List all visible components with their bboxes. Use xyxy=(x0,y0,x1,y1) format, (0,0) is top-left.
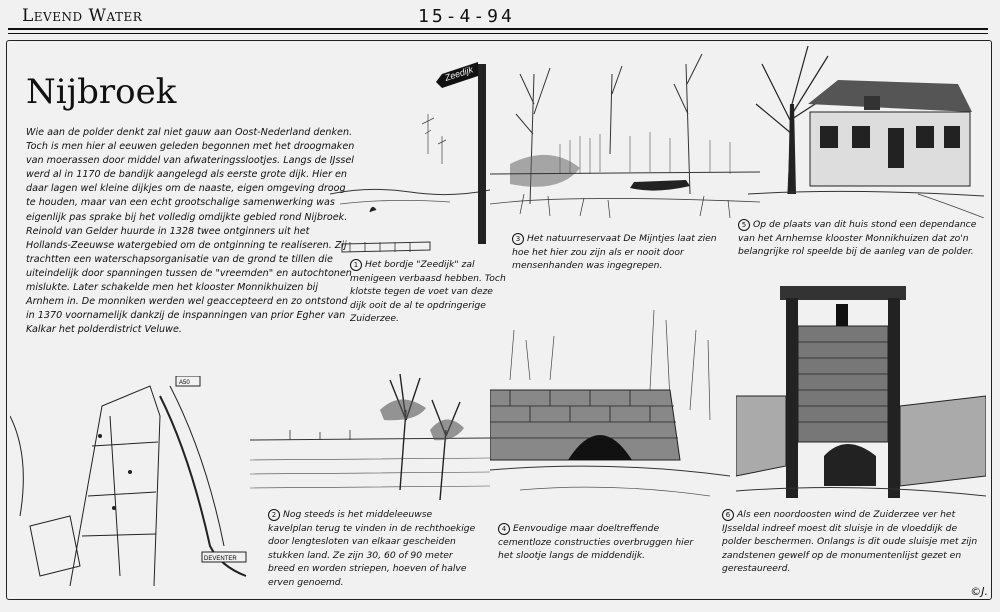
caption-number: 3 xyxy=(512,233,524,245)
caption-number: 5 xyxy=(738,219,750,231)
page-header xyxy=(0,0,1000,36)
caption-5 xyxy=(738,218,978,259)
handwritten-date: 15-4-94 xyxy=(418,6,515,27)
polder-map xyxy=(10,376,256,594)
boat xyxy=(630,180,690,191)
farmhouse-illustration xyxy=(748,44,984,218)
caption-number: 2 xyxy=(268,509,280,521)
caption-text: Op de plaats van dit huis stond een dependance van het Arnhemse klooster Monnikhuizen dat zo'n belangrijke rol speelde bij de aanleg van de polder. xyxy=(738,219,977,258)
caption-text: Nog steeds is het middeleeuwse kavelplan terug te vinden in de rechthoekige door lengtesloten van elkaar gescheiden stukken land. Ze zijn 30, 60 of 90 meter breed en worden striepen, hoeven of halve erven genoemd. xyxy=(268,509,476,588)
signpost-text: Zeedijk xyxy=(443,64,475,83)
sluice-illustration xyxy=(736,286,986,508)
caption-text: Het natuurreservaat De Mijntjes laat zien hoe het hier zou zijn als er nooit door mensenhanden was ingegrepen. xyxy=(512,233,717,272)
map-label-bottom: DEVENTER xyxy=(204,556,237,562)
caption-number: 6 xyxy=(722,509,734,521)
willows-illustration xyxy=(250,350,490,508)
zeedijk-sign xyxy=(436,62,478,88)
caption-1 xyxy=(350,258,510,326)
culvert-illustration xyxy=(490,300,730,518)
map-label-top: A50 xyxy=(179,380,190,386)
caption-6 xyxy=(722,508,984,576)
caption-2 xyxy=(268,508,478,590)
artist-mark: ©J. xyxy=(970,585,988,598)
caption-text: Eenvoudige maar doeltreffende cementloze constructies overbruggen hier het slootje langs de middendijk. xyxy=(498,523,694,562)
caption-number: 1 xyxy=(350,259,362,271)
article-title: Nijbroek xyxy=(26,72,177,112)
signpost-illustration xyxy=(330,44,490,259)
article-intro: Wie aan de polder denkt zal niet gauw aan Oost-Nederland denken. Toch is men hier al eeuwen geleden begonnen met het droogmaken van moerassen door middel van afwateringsslootjes. Langs de IJssel werd al in 1170 de bandijk aangelegd als eerste grote dijk. Hier en daar lagen wel kleine dijkjes om de naaste, eigen omgeving droog te houden, maar van een echt grootschalige samenwerking was eigenlijk pas sprake bij het volledig omdijkte gebied rond Nijbroek. Reinold van Gelder huurde in 1328 twee ontginners uit het Hollands-Zeeuwse watergebied om de ontginning te realiseren. Zij trachtten een waterschapsorganisatie van de grond te tillen die uiteindelijk door spanningen tussen de "vreemden" en autochtonen mislukte. Later schakelde men het klooster Monnikhuizen bij Arnhem in. De monniken werden wel geaccepteerd en zo ontstond in 1370 voornamelijk dankzij de inspanningen van prior Egher van Kalkar het polderdistrict Veluwe. xyxy=(26,127,355,336)
caption-3 xyxy=(512,232,722,273)
caption-4 xyxy=(498,522,708,563)
caption-text: Het bordje "Zeedijk" zal menigeen verbaasd hebben. Toch klotste tegen de voet van deze dijk ooit de al te opdringerige Zuiderzee. xyxy=(350,259,506,325)
series-title: Levend Water xyxy=(22,6,143,26)
header-rule xyxy=(8,28,988,30)
header-rule-thin xyxy=(8,33,988,34)
caption-number: 4 xyxy=(498,523,510,535)
caption-text: Als een noordoosten wind de Zuiderzee ver het IJsseldal indreef moest dit sluisje in de vloeddijk de polder beschermen. Onlangs is dit oude sluisje met zijn zandstenen gewelf op de monumentenlijst gezet en gerestaureerd. xyxy=(722,509,978,575)
nature-reserve-illustration xyxy=(490,44,760,232)
